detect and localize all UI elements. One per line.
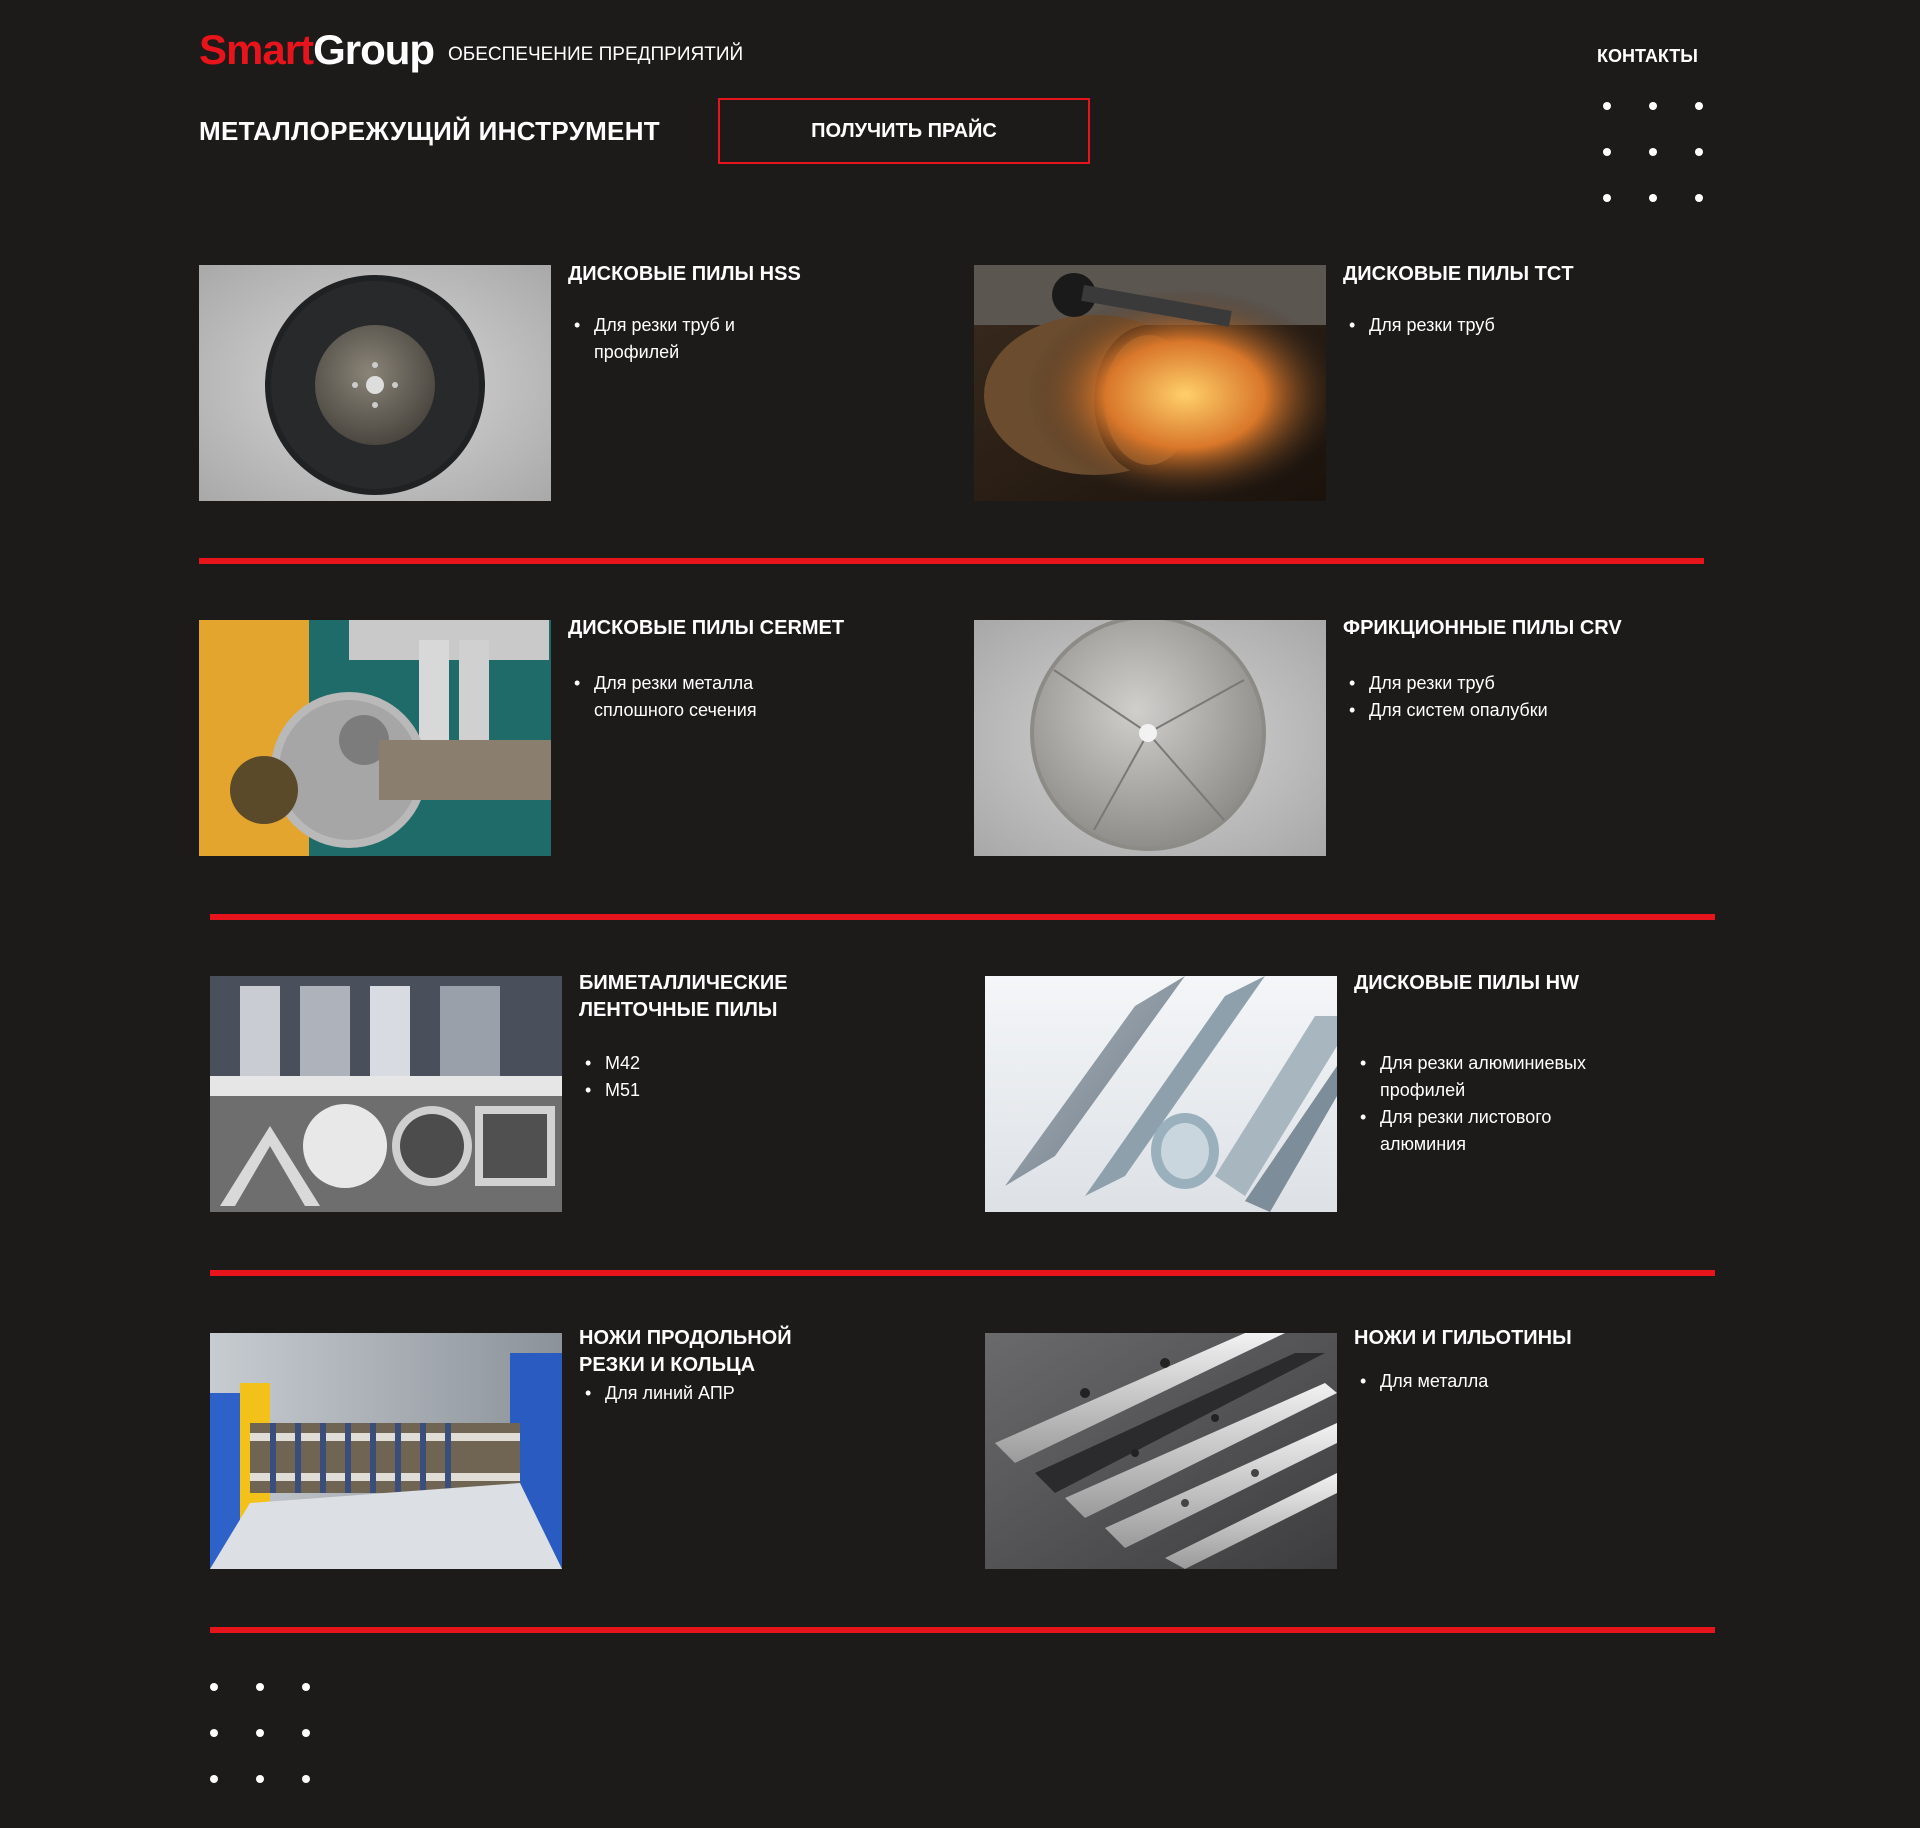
list-item: • Для резки труб (1343, 312, 1495, 339)
product-title-tct[interactable]: ДИСКОВЫЕ ПИЛЫ TCT (1343, 263, 1574, 285)
product-title-guillotine[interactable]: НОЖИ И ГИЛЬОТИНЫ (1354, 1327, 1572, 1349)
product-card-tct[interactable] (974, 265, 1326, 501)
product-list-hw (1354, 1050, 1586, 1158)
product-image-bimetal[interactable] (210, 976, 562, 1212)
product-card-bimetal[interactable] (210, 976, 562, 1212)
product-image-crv[interactable] (974, 620, 1326, 856)
list-item: профилей (594, 342, 680, 362)
product-title-line: РЕЗКИ И КОЛЬЦА (579, 1354, 756, 1376)
logo-group: Group (313, 26, 435, 73)
section-divider (210, 1270, 1715, 1276)
list-item: алюминия (1380, 1134, 1466, 1154)
list-item: • Для систем опалубки (1343, 697, 1548, 724)
product-title-line: НОЖИ ПРОДОЛЬНОЙ (579, 1327, 792, 1349)
product-list-bimetal (579, 1050, 640, 1104)
product-card-hss[interactable] (199, 265, 551, 501)
logo[interactable] (199, 26, 434, 74)
list-item: • Для резки металла (568, 670, 757, 697)
product-card-crv[interactable] (974, 620, 1326, 856)
product-list-cermet (568, 670, 757, 724)
decorative-dots-top (1603, 102, 1703, 202)
product-title-hss[interactable]: ДИСКОВЫЕ ПИЛЫ HSS (568, 263, 801, 285)
product-card-slitting[interactable] (210, 1333, 562, 1569)
logo-smart: Smart (199, 26, 314, 73)
contacts-link[interactable]: КОНТАКТЫ (1597, 46, 1698, 66)
list-item: • Для резки листового (1354, 1104, 1586, 1131)
product-card-cermet[interactable] (199, 620, 551, 856)
product-title-cermet[interactable]: ДИСКОВЫЕ ПИЛЫ CERMET (568, 617, 845, 639)
product-title-line: ЛЕНТОЧНЫЕ ПИЛЫ (579, 999, 778, 1021)
product-title-line: БИМЕТАЛЛИЧЕСКИЕ (579, 972, 788, 994)
list-item: • M42 (579, 1050, 640, 1077)
section-divider (199, 558, 1704, 564)
product-title-crv[interactable]: ФРИКЦИОННЫЕ ПИЛЫ CRV (1343, 617, 1622, 639)
product-title-bimetal[interactable] (579, 970, 788, 1024)
product-list-slitting (579, 1380, 735, 1407)
product-list-tct (1343, 312, 1495, 339)
product-image-guillotine[interactable] (985, 1333, 1337, 1569)
product-image-cermet[interactable] (199, 620, 551, 856)
list-item: • Для линий АПР (579, 1380, 735, 1407)
product-list-guillotine (1354, 1368, 1488, 1395)
list-item: • Для резки труб (1343, 670, 1548, 697)
product-card-hw[interactable] (985, 976, 1337, 1212)
section-divider (210, 1627, 1715, 1633)
list-item: профилей (1380, 1080, 1466, 1100)
product-list-crv (1343, 670, 1548, 724)
product-image-tct[interactable] (974, 265, 1326, 501)
list-item: • M51 (579, 1077, 640, 1104)
product-image-hss[interactable] (199, 265, 551, 501)
section-divider (210, 914, 1715, 920)
product-card-guillotine[interactable] (985, 1333, 1337, 1569)
logo-tagline: ОБЕСПЕЧЕНИЕ ПРЕДПРИЯТИЙ (448, 44, 744, 65)
decorative-dots-bottom (210, 1683, 310, 1783)
get-price-button[interactable]: ПОЛУЧИТЬ ПРАЙС (718, 98, 1090, 164)
list-item: • Для металла (1354, 1368, 1488, 1395)
list-item: сплошного сечения (594, 700, 757, 720)
product-title-slitting[interactable] (579, 1325, 792, 1379)
product-image-hw[interactable] (985, 976, 1337, 1212)
list-item: • Для резки алюминиевых (1354, 1050, 1586, 1077)
product-list-hss (568, 312, 735, 366)
page-title: МЕТАЛЛОРЕЖУЩИЙ ИНСТРУМЕНТ (199, 116, 660, 146)
list-item: • Для резки труб и (568, 312, 735, 339)
product-image-slitting[interactable] (210, 1333, 562, 1569)
product-title-hw[interactable]: ДИСКОВЫЕ ПИЛЫ HW (1354, 972, 1579, 994)
